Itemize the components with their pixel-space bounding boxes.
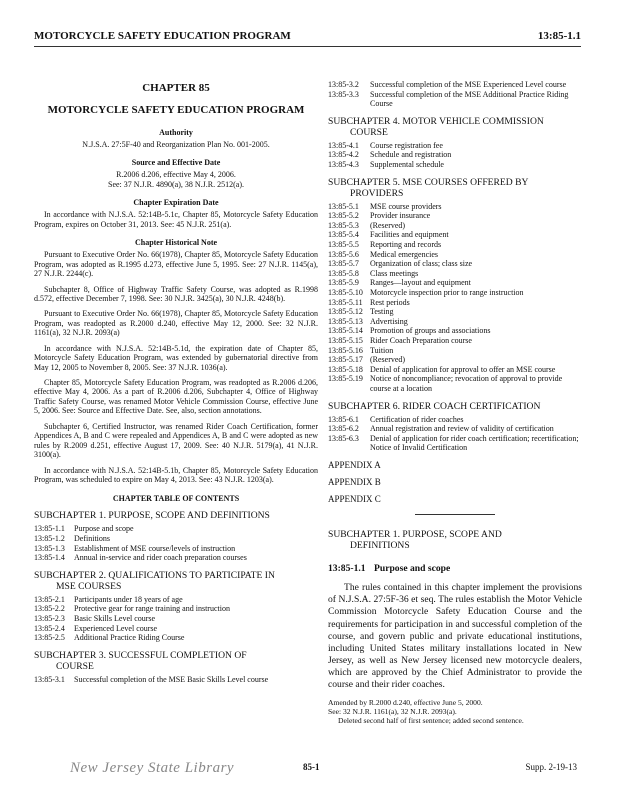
right-column xyxy=(328,80,582,725)
toc-section-title: Medical emergencies xyxy=(370,249,439,259)
toc-entry xyxy=(328,278,582,288)
toc-section-number: 13:85-1.4 xyxy=(34,553,65,563)
toc-section-title: Denial of application for approval to offer an MSE course xyxy=(370,364,556,374)
body-subchapter-title: SUBCHAPTER 1. PURPOSE, SCOPE AND xyxy=(328,528,502,540)
toc-section-title: Organization of class; class size xyxy=(370,259,473,269)
library-watermark: New Jersey State Library xyxy=(70,760,235,776)
toc-section-number: 13:85-5.4 xyxy=(328,230,359,240)
appendix-entry: APPENDIX C xyxy=(328,493,381,504)
toc-entry xyxy=(328,374,582,393)
toc-section-number: 13:85-3.2 xyxy=(328,80,359,89)
toc-entry xyxy=(328,250,582,260)
header-rule xyxy=(34,46,581,47)
toc-section-number: 13:85-5.13 xyxy=(328,316,363,326)
history-paragraph: Subchapter 6, Certified Instructor, was renamed Rider Coach Certification, former Appendices A, B and C were repealed and Appendices A, B and C were adopted as new rules by R.2009 d.251, effective August 17, 2009. See: 40 N.J.R. 5179(a), 41 N.J.R. 3100(a). xyxy=(34,421,318,460)
toc-section-number: 13:85-5.17 xyxy=(328,355,363,365)
toc-entry xyxy=(328,415,582,425)
toc-entry xyxy=(328,211,582,221)
toc-right xyxy=(328,116,582,453)
toc-entry xyxy=(34,544,318,554)
history-heading: Chapter Historical Note xyxy=(134,238,218,248)
toc-section-number: 13:85-3.3 xyxy=(328,89,359,99)
toc-section-number: 13:85-5.5 xyxy=(328,240,359,250)
toc-entry xyxy=(328,434,582,453)
toc-section-number: 13:85-2.5 xyxy=(34,633,65,643)
toc-section-title: Additional Practice Riding Course xyxy=(74,633,185,643)
toc-section-title: Successful completion of the MSE Experienced Level course xyxy=(370,80,567,89)
header-section-number: 13:85-1.1 xyxy=(537,30,581,42)
toc-section-number: 13:85-2.4 xyxy=(34,623,65,633)
toc-subchapter-title: SUBCHAPTER 2. QUALIFICATIONS TO PARTICIPATE IN xyxy=(34,569,275,581)
appendix-entry: APPENDIX A xyxy=(328,459,381,470)
supplement-date: Supp. 2-19-13 xyxy=(525,762,577,772)
toc-section-number: 13:85-6.1 xyxy=(328,414,359,424)
toc-section-title: Purpose and scope xyxy=(74,524,134,534)
source-line-1: R.2006 d.206, effective May 4, 2006. xyxy=(116,170,236,180)
toc-section-title: Tuition xyxy=(370,345,394,355)
toc-entry xyxy=(34,595,318,605)
toc-entry xyxy=(328,269,582,279)
toc-entry xyxy=(328,150,582,160)
toc-section-number: 13:85-5.15 xyxy=(328,336,363,345)
toc-section-title: Annual in-service and rider coach preparation courses xyxy=(74,553,247,563)
toc-section-number: 13:85-5.12 xyxy=(328,307,363,317)
toc-section-title: Schedule and registration xyxy=(370,150,452,160)
toc-section-number: 13:85-5.16 xyxy=(328,345,363,355)
amendment-note: Amended by R.2000 d.240, effective June 5, 2000. xyxy=(328,697,483,707)
toc-section-title: Testing xyxy=(370,307,394,317)
appendix-list xyxy=(328,460,582,504)
toc-heading: CHAPTER TABLE OF CONTENTS xyxy=(112,494,240,504)
toc-entry xyxy=(328,298,582,308)
toc-section-number: 13:85-5.14 xyxy=(328,326,363,336)
expiration-heading: Chapter Expiration Date xyxy=(133,198,219,208)
toc-section-number: 13:85-2.2 xyxy=(34,604,65,614)
history-paragraph: In accordance with N.J.S.A. 52:14B-5.1b, Chapter 85, Motorcycle Safety Education Program, was scheduled to expire on May 4, 2013. See: 43 N.J.R. 1203(a). xyxy=(34,465,318,484)
section-title: Purpose and scope xyxy=(374,563,451,575)
toc-section-title: Protective gear for range training and instruction xyxy=(74,604,230,614)
toc-section-number: 13:85-2.1 xyxy=(34,594,65,604)
toc-section-title: Advertising xyxy=(370,316,408,326)
amendment-see: See: 32 N.J.R. 1161(a), 32 N.J.R. 2093(a). xyxy=(328,706,457,716)
toc-subchapter-title: SUBCHAPTER 4. MOTOR VEHICLE COMMISSION xyxy=(328,115,544,127)
toc-section-number: 13:85-2.3 xyxy=(34,614,65,624)
toc-entry xyxy=(328,307,582,317)
toc-subchapter-title-cont: COURSE xyxy=(56,660,94,672)
toc-section-title: Participants under 18 years of age xyxy=(74,594,183,604)
toc-subchapter-heading xyxy=(34,510,318,521)
toc-entry xyxy=(328,365,582,375)
left-column xyxy=(34,72,318,684)
history-paragraph: Chapter 85, Motorcycle Safety Education Program, was readopted as R.2006 d.206, effective May 4, 2006. As a part of R.2006 d.206, Subchapter 4, Office of Highway Traffic Safety Course, was renamed Motor Vehicle Commission Course, effective June 5, 2006. See: Source and Effective Date. See, also, section annotations. xyxy=(34,378,318,416)
toc-section-number: 13:85-6.3 xyxy=(328,433,359,443)
history-paragraph: Pursuant to Executive Order No. 66(1978), Chapter 85, Motorcycle Safety Education Program, was adopted as R.1995 d.273, effective June 5, 1995. See: 27 N.J.R. 1145(a), 27 N.J.R. 2244(c). xyxy=(34,250,318,279)
toc-section-title: Ranges—layout and equipment xyxy=(370,278,471,288)
toc-entry xyxy=(34,553,318,563)
body-subchapter-title-cont: DEFINITIONS xyxy=(350,540,410,551)
toc-section-number: 13:85-5.1 xyxy=(328,201,359,211)
toc-section-title: Motorcycle inspection prior to range instruction xyxy=(370,288,524,298)
toc-section-title: Successful completion of the MSE Basic Skills Level course xyxy=(74,674,269,684)
toc-subchapter-heading xyxy=(328,116,582,138)
section-heading xyxy=(328,563,582,574)
toc-section-title: Provider insurance xyxy=(370,211,431,221)
toc-entry xyxy=(34,604,318,614)
toc-entry xyxy=(328,355,582,365)
toc-subchapter-title: SUBCHAPTER 1. PURPOSE, SCOPE AND DEFINITIONS xyxy=(34,510,270,522)
toc-section-title: Denial of application for rider coach certification; recertification; Notice of Invalid Certification xyxy=(370,433,579,453)
source-heading: Source and Effective Date xyxy=(131,158,221,168)
toc-entry xyxy=(328,160,582,170)
section-number: 13:85-1.1 xyxy=(328,563,366,575)
source-line-2: See: 37 N.J.R. 4890(a), 38 N.J.R. 2512(a). xyxy=(108,179,244,189)
toc-section-number: 13:85-5.11 xyxy=(328,297,363,307)
toc-subchapter-heading xyxy=(34,650,318,672)
toc-section-title: Establishment of MSE course/levels of instruction xyxy=(74,543,236,553)
toc-entry xyxy=(34,624,318,634)
toc-section-number: 13:85-1.2 xyxy=(34,534,65,543)
toc-section-title: Notice of noncompliance; revocation of approval to provide course at a location xyxy=(370,374,563,393)
toc-left xyxy=(34,510,318,684)
toc-entry xyxy=(328,90,582,109)
toc-section-number: 13:85-6.2 xyxy=(328,424,359,434)
toc-entry xyxy=(328,317,582,327)
header-title: MOTORCYCLE SAFETY EDUCATION PROGRAM xyxy=(34,30,291,42)
authority-text: N.J.S.A. 27:5F-40 and Reorganization Plan No. 001-2005. xyxy=(82,140,270,149)
toc-section-title: Course registration fee xyxy=(370,140,443,150)
toc-subchapter-heading xyxy=(34,570,318,592)
toc-entry xyxy=(34,633,318,643)
toc-section-number: 13:85-4.1 xyxy=(328,140,359,150)
history-paragraph: Subchapter 8, Office of Highway Traffic Safety Course, was adopted as R.1998 d.572, effective December 7, 1998. See: 30 N.J.R. 3425(a), 30 N.J.R. 4248(b). xyxy=(34,284,318,303)
toc-entry xyxy=(328,326,582,336)
toc-section-number: 13:85-5.6 xyxy=(328,249,359,259)
toc-section-number: 13:85-5.19 xyxy=(328,374,363,384)
toc-entry xyxy=(328,230,582,240)
body-subchapter-heading xyxy=(328,529,582,551)
toc-section-number: 13:85-5.7 xyxy=(328,259,359,269)
toc-subchapter-title: SUBCHAPTER 6. RIDER COACH CERTIFICATION xyxy=(328,400,541,412)
toc-subchapter-title-cont: COURSE xyxy=(350,126,388,138)
toc-section-number: 13:85-5.9 xyxy=(328,278,359,288)
chapter-title: MOTORCYCLE SAFETY EDUCATION PROGRAM xyxy=(47,104,305,116)
history-paragraph: Pursuant to Executive Order No. 66(1978), Chapter 85, Motorcycle Safety Education Program, was readopted as R.2000 d.240, effective May 12, 2000. See: 32 N.J.R. 1161(a), 32 N.J.R. 2093(a) xyxy=(34,309,318,338)
toc-section-title: MSE course providers xyxy=(370,201,442,211)
toc-section-title: Class meetings xyxy=(370,268,419,278)
history-paragraph: In accordance with N.J.S.A. 52:14B-5.1d, the expiration date of Chapter 85, Motorcycle Safety Education Program, was extended by gubernatorial directive from May 12, 2005 to November 8, 2005. See: 37 N.J.R. 1036(a). xyxy=(34,343,318,372)
toc-section-title: Reporting and records xyxy=(370,240,442,250)
toc-section-title: Annual registration and review of validity of certification xyxy=(370,424,554,434)
appendix-entry: APPENDIX B xyxy=(328,476,381,487)
expiration-text: In accordance with N.J.S.A. 52:14B-5.1c, Chapter 85, Motorcycle Safety Education Program, expires on October 31, 2013. See: 45 N.J.R. 251(a). xyxy=(34,210,318,229)
toc-section-number: 13:85-5.18 xyxy=(328,364,363,374)
toc-section-title: Successful completion of the MSE Additional Practice Riding Course xyxy=(370,89,569,109)
toc-entry xyxy=(34,534,318,544)
toc-entry xyxy=(328,80,582,90)
history-notes xyxy=(34,250,318,484)
toc-section-number: 13:85-1.1 xyxy=(34,524,65,534)
toc-subchapter-title: SUBCHAPTER 5. MSE COURSES OFFERED BY xyxy=(328,176,529,188)
toc-entry xyxy=(34,614,318,624)
toc-section-title: Facilities and equipment xyxy=(370,230,449,240)
toc-entry xyxy=(328,288,582,298)
toc-entry xyxy=(34,524,318,534)
toc-entry xyxy=(328,202,582,212)
toc-section-number: 13:85-4.2 xyxy=(328,150,359,160)
toc-entry xyxy=(34,675,318,685)
toc-section-title: Experienced Level course xyxy=(74,623,158,633)
chapter-number: CHAPTER 85 xyxy=(142,82,210,94)
toc-section-title: Basic Skills Level course xyxy=(74,614,156,624)
toc-section-title: (Reserved) xyxy=(370,355,406,365)
toc-section-title: Promotion of groups and associations xyxy=(370,326,491,336)
toc-entry xyxy=(328,240,582,250)
toc-section-title: Rider Coach Preparation course xyxy=(370,336,472,345)
toc-section-title: Certification of rider coaches xyxy=(370,414,464,424)
toc-subchapter-heading xyxy=(328,177,582,199)
toc-section-title: (Reserved) xyxy=(370,220,406,230)
toc-entry xyxy=(328,424,582,434)
toc-section-number: 13:85-3.1 xyxy=(34,674,65,684)
toc-entry xyxy=(328,259,582,269)
toc-entry xyxy=(328,141,582,151)
toc-section-title: Rest periods xyxy=(370,297,410,307)
section-paragraph: The rules contained in this chapter implement the provisions of N.J.S.A. 27:5F-36 et seq. The rules establish the Motor Vehicle Commission Motorcycle Safety Education Course and the requirements for participation in and successful completion of the course, and govern public and private educational institutions, including United States military installations located in New Jersey, as well as New Jersey licensed new motorcycle dealers, which are approved by the Chief Administrator to provide the course and their rider coaches. xyxy=(328,582,582,691)
toc-section-number: 13:85-4.3 xyxy=(328,160,359,170)
toc-subchapter-title-cont: MSE COURSES xyxy=(56,580,122,592)
toc-section-number: 13:85-5.2 xyxy=(328,211,359,221)
authority-heading: Authority xyxy=(159,128,193,137)
toc-section-number: 13:85-5.3 xyxy=(328,220,359,230)
toc-subchapter-title: SUBCHAPTER 3. SUCCESSFUL COMPLETION OF xyxy=(34,649,247,661)
toc-section-number: 13:85-5.8 xyxy=(328,268,359,278)
section-divider xyxy=(415,514,495,515)
amendment-description: Deleted second half of first sentence; added second sentence. xyxy=(338,715,524,725)
toc-right-top xyxy=(328,80,582,109)
toc-section-title: Definitions xyxy=(74,534,110,543)
toc-subchapter-title-cont: PROVIDERS xyxy=(350,187,404,199)
toc-section-title: Supplemental schedule xyxy=(370,160,444,170)
toc-section-number: 13:85-1.3 xyxy=(34,543,65,553)
toc-subchapter-heading xyxy=(328,401,582,412)
toc-entry xyxy=(328,346,582,356)
page-number: 85-1 xyxy=(303,762,320,772)
toc-section-number: 13:85-5.10 xyxy=(328,288,363,298)
toc-entry xyxy=(328,336,582,346)
toc-entry xyxy=(328,221,582,231)
